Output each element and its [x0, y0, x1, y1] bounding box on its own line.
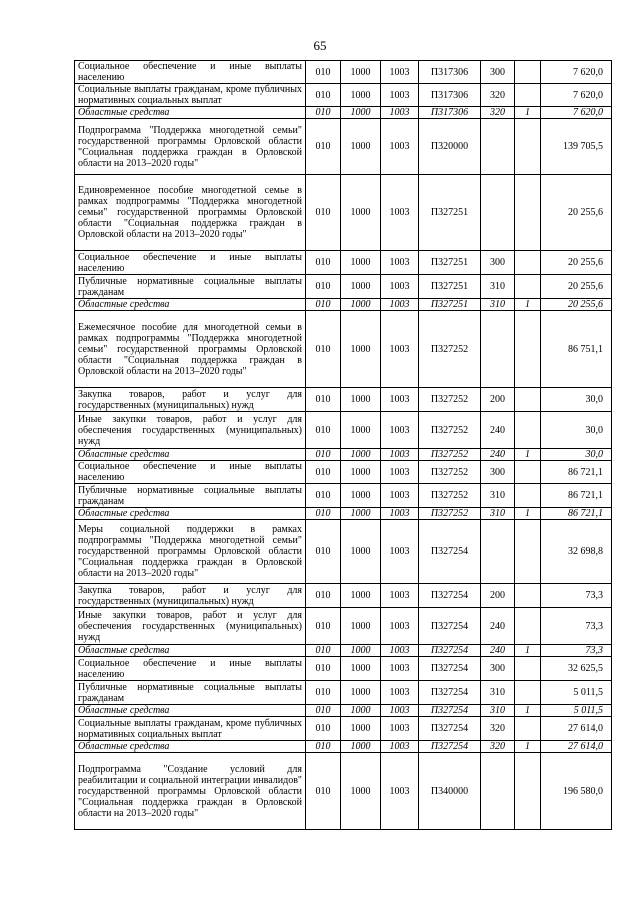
ministry-code-cell: 010 — [306, 717, 341, 741]
section-code-cell: 1000 — [341, 311, 381, 388]
funding-source-cell — [515, 84, 541, 107]
target-article-cell: П327254 — [419, 705, 481, 717]
section-code-cell: 1000 — [341, 484, 381, 508]
expense-type-cell: 310 — [481, 681, 515, 705]
row-name-cell: Ежемесячное пособие для многодетной семьи в рамках подпрограммы "Поддержка многодетной семьи" государственной программы Орловской области "Социальная поддержка граждан в Орловской области на 2013–2020 годы" — [75, 311, 306, 388]
amount-cell: 30,0 — [541, 412, 612, 449]
subsection-code-cell: 1003 — [381, 717, 419, 741]
row-name-cell: Социальные выплаты гражданам, кроме публичных нормативных социальных выплат — [75, 717, 306, 741]
target-article-cell: П327254 — [419, 741, 481, 753]
row-name-cell: Областные средства — [75, 741, 306, 753]
subsection-code-cell: 1003 — [381, 175, 419, 251]
ministry-code-cell: 010 — [306, 608, 341, 645]
target-article-cell: П317306 — [419, 107, 481, 119]
row-name-cell: Иные закупки товаров, работ и услуг для обеспечения государственных (муниципальных) нужд — [75, 608, 306, 645]
amount-cell: 86 751,1 — [541, 311, 612, 388]
table-row — [75, 275, 612, 299]
row-name-cell: Областные средства — [75, 299, 306, 311]
table-row — [75, 299, 612, 311]
subsection-code-cell: 1003 — [381, 299, 419, 311]
amount-cell: 27 614,0 — [541, 741, 612, 753]
amount-cell: 86 721,1 — [541, 484, 612, 508]
section-code-cell: 1000 — [341, 681, 381, 705]
ministry-code-cell: 010 — [306, 461, 341, 484]
table-row — [75, 657, 612, 681]
ministry-code-cell: 010 — [306, 705, 341, 717]
section-code-cell: 1000 — [341, 705, 381, 717]
expense-type-cell: 320 — [481, 717, 515, 741]
target-article-cell: П327254 — [419, 681, 481, 705]
amount-cell: 20 255,6 — [541, 175, 612, 251]
row-name-cell: Областные средства — [75, 107, 306, 119]
amount-cell: 139 705,5 — [541, 119, 612, 175]
table-row — [75, 107, 612, 119]
target-article-cell: П327254 — [419, 520, 481, 584]
target-article-cell: П327252 — [419, 449, 481, 461]
table-row — [75, 461, 612, 484]
amount-cell: 32 625,5 — [541, 657, 612, 681]
amount-cell: 73,3 — [541, 608, 612, 645]
amount-cell: 7 620,0 — [541, 84, 612, 107]
funding-source-cell — [515, 484, 541, 508]
subsection-code-cell: 1003 — [381, 388, 419, 412]
table-row — [75, 449, 612, 461]
ministry-code-cell: 010 — [306, 388, 341, 412]
section-code-cell: 1000 — [341, 412, 381, 449]
table-row — [75, 484, 612, 508]
section-code-cell: 1000 — [341, 251, 381, 275]
section-code-cell: 1000 — [341, 608, 381, 645]
table-row — [75, 251, 612, 275]
subsection-code-cell: 1003 — [381, 753, 419, 830]
subsection-code-cell: 1003 — [381, 681, 419, 705]
subsection-code-cell: 1003 — [381, 657, 419, 681]
expense-type-cell: 300 — [481, 61, 515, 84]
row-name-cell: Публичные нормативные социальные выплаты гражданам — [75, 275, 306, 299]
funding-source-cell — [515, 61, 541, 84]
row-name-cell: Иные закупки товаров, работ и услуг для обеспечения государственных (муниципальных) нужд — [75, 412, 306, 449]
table-row — [75, 61, 612, 84]
table-row — [75, 84, 612, 107]
table-row — [75, 311, 612, 388]
funding-source-cell — [515, 681, 541, 705]
amount-cell: 30,0 — [541, 449, 612, 461]
target-article-cell: П327252 — [419, 508, 481, 520]
row-name-cell: Областные средства — [75, 449, 306, 461]
ministry-code-cell: 010 — [306, 508, 341, 520]
subsection-code-cell: 1003 — [381, 84, 419, 107]
target-article-cell: П327254 — [419, 608, 481, 645]
funding-source-cell: 1 — [515, 299, 541, 311]
funding-source-cell: 1 — [515, 449, 541, 461]
row-name-cell: Областные средства — [75, 705, 306, 717]
ministry-code-cell: 010 — [306, 584, 341, 608]
funding-source-cell: 1 — [515, 645, 541, 657]
row-name-cell: Подпрограмма "Поддержка многодетной семьи" государственной программы Орловской области "Социальная поддержка граждан в Орловской области на 2013–2020 годы" — [75, 119, 306, 175]
section-code-cell: 1000 — [341, 61, 381, 84]
ministry-code-cell: 010 — [306, 484, 341, 508]
ministry-code-cell: 010 — [306, 681, 341, 705]
amount-cell: 73,3 — [541, 584, 612, 608]
subsection-code-cell: 1003 — [381, 645, 419, 657]
table-row — [75, 681, 612, 705]
row-name-cell: Социальное обеспечение и иные выплаты населению — [75, 251, 306, 275]
funding-source-cell — [515, 388, 541, 412]
expense-type-cell — [481, 520, 515, 584]
subsection-code-cell: 1003 — [381, 741, 419, 753]
funding-source-cell — [515, 175, 541, 251]
funding-source-cell — [515, 119, 541, 175]
ministry-code-cell: 010 — [306, 520, 341, 584]
ministry-code-cell: 010 — [306, 412, 341, 449]
row-name-cell: Социальное обеспечение и иные выплаты населению — [75, 61, 306, 84]
funding-source-cell — [515, 251, 541, 275]
row-name-cell: Областные средства — [75, 508, 306, 520]
amount-cell: 196 580,0 — [541, 753, 612, 830]
funding-source-cell — [515, 717, 541, 741]
row-name-cell: Меры социальной поддержки в рамках подпрограммы "Поддержка многодетной семьи" государственной программы Орловской области "Социальная поддержка граждан в Орловской области на 2013–2020 годы" — [75, 520, 306, 584]
table-row — [75, 584, 612, 608]
ministry-code-cell: 010 — [306, 119, 341, 175]
subsection-code-cell: 1003 — [381, 584, 419, 608]
budget-table — [74, 60, 612, 830]
expense-type-cell — [481, 119, 515, 175]
section-code-cell: 1000 — [341, 107, 381, 119]
target-article-cell: П320000 — [419, 119, 481, 175]
ministry-code-cell: 010 — [306, 251, 341, 275]
subsection-code-cell: 1003 — [381, 608, 419, 645]
subsection-code-cell: 1003 — [381, 251, 419, 275]
target-article-cell: П327252 — [419, 484, 481, 508]
table-row — [75, 119, 612, 175]
subsection-code-cell: 1003 — [381, 119, 419, 175]
expense-type-cell: 300 — [481, 461, 515, 484]
target-article-cell: П327252 — [419, 412, 481, 449]
ministry-code-cell: 010 — [306, 299, 341, 311]
ministry-code-cell: 010 — [306, 275, 341, 299]
ministry-code-cell: 010 — [306, 657, 341, 681]
subsection-code-cell: 1003 — [381, 311, 419, 388]
table-row — [75, 705, 612, 717]
subsection-code-cell: 1003 — [381, 275, 419, 299]
table-row — [75, 175, 612, 251]
funding-source-cell — [515, 520, 541, 584]
expense-type-cell: 310 — [481, 484, 515, 508]
expense-type-cell: 240 — [481, 412, 515, 449]
amount-cell: 86 721,1 — [541, 508, 612, 520]
section-code-cell: 1000 — [341, 299, 381, 311]
funding-source-cell — [515, 461, 541, 484]
amount-cell: 20 255,6 — [541, 251, 612, 275]
funding-source-cell: 1 — [515, 107, 541, 119]
expense-type-cell: 320 — [481, 107, 515, 119]
page-number: 65 — [313, 38, 327, 53]
amount-cell: 30,0 — [541, 388, 612, 412]
expense-type-cell: 320 — [481, 741, 515, 753]
funding-source-cell: 1 — [515, 705, 541, 717]
row-name-cell: Закупка товаров, работ и услуг для государственных (муниципальных) нужд — [75, 388, 306, 412]
subsection-code-cell: 1003 — [381, 705, 419, 717]
section-code-cell: 1000 — [341, 520, 381, 584]
section-code-cell: 1000 — [341, 84, 381, 107]
expense-type-cell: 310 — [481, 275, 515, 299]
amount-cell: 5 011,5 — [541, 681, 612, 705]
funding-source-cell: 1 — [515, 508, 541, 520]
funding-source-cell — [515, 412, 541, 449]
amount-cell: 7 620,0 — [541, 107, 612, 119]
row-name-cell: Публичные нормативные социальные выплаты гражданам — [75, 484, 306, 508]
row-name-cell: Публичные нормативные социальные выплаты гражданам — [75, 681, 306, 705]
expense-type-cell: 310 — [481, 508, 515, 520]
expense-type-cell: 240 — [481, 645, 515, 657]
section-code-cell: 1000 — [341, 753, 381, 830]
funding-source-cell — [515, 275, 541, 299]
section-code-cell: 1000 — [341, 657, 381, 681]
target-article-cell: П327254 — [419, 717, 481, 741]
target-article-cell: П317306 — [419, 84, 481, 107]
subsection-code-cell: 1003 — [381, 520, 419, 584]
funding-source-cell — [515, 753, 541, 830]
expense-type-cell — [481, 311, 515, 388]
table-row — [75, 608, 612, 645]
expense-type-cell: 300 — [481, 657, 515, 681]
target-article-cell: П327251 — [419, 275, 481, 299]
subsection-code-cell: 1003 — [381, 449, 419, 461]
table-row — [75, 645, 612, 657]
row-name-cell: Социальное обеспечение и иные выплаты населению — [75, 461, 306, 484]
ministry-code-cell: 010 — [306, 84, 341, 107]
expense-type-cell: 240 — [481, 608, 515, 645]
subsection-code-cell: 1003 — [381, 484, 419, 508]
section-code-cell: 1000 — [341, 461, 381, 484]
target-article-cell: П327252 — [419, 388, 481, 412]
expense-type-cell: 300 — [481, 251, 515, 275]
expense-type-cell: 320 — [481, 84, 515, 107]
row-name-cell: Областные средства — [75, 645, 306, 657]
expense-type-cell: 200 — [481, 388, 515, 412]
section-code-cell: 1000 — [341, 508, 381, 520]
section-code-cell: 1000 — [341, 275, 381, 299]
table-row — [75, 741, 612, 753]
subsection-code-cell: 1003 — [381, 412, 419, 449]
target-article-cell: П327251 — [419, 175, 481, 251]
target-article-cell: П327252 — [419, 461, 481, 484]
expense-type-cell — [481, 753, 515, 830]
section-code-cell: 1000 — [341, 119, 381, 175]
target-article-cell: П340000 — [419, 753, 481, 830]
amount-cell: 5 011,5 — [541, 705, 612, 717]
table-row — [75, 717, 612, 741]
subsection-code-cell: 1003 — [381, 508, 419, 520]
ministry-code-cell: 010 — [306, 741, 341, 753]
expense-type-cell: 200 — [481, 584, 515, 608]
section-code-cell: 1000 — [341, 741, 381, 753]
table-row — [75, 520, 612, 584]
ministry-code-cell: 010 — [306, 107, 341, 119]
section-code-cell: 1000 — [341, 388, 381, 412]
target-article-cell: П327252 — [419, 311, 481, 388]
ministry-code-cell: 010 — [306, 645, 341, 657]
ministry-code-cell: 010 — [306, 175, 341, 251]
funding-source-cell: 1 — [515, 741, 541, 753]
expense-type-cell: 310 — [481, 705, 515, 717]
target-article-cell: П327254 — [419, 645, 481, 657]
target-article-cell: П327251 — [419, 299, 481, 311]
section-code-cell: 1000 — [341, 175, 381, 251]
table-row — [75, 388, 612, 412]
target-article-cell: П327251 — [419, 251, 481, 275]
table-row — [75, 412, 612, 449]
section-code-cell: 1000 — [341, 449, 381, 461]
amount-cell: 73,3 — [541, 645, 612, 657]
funding-source-cell — [515, 608, 541, 645]
row-name-cell: Социальное обеспечение и иные выплаты населению — [75, 657, 306, 681]
subsection-code-cell: 1003 — [381, 461, 419, 484]
amount-cell: 20 255,6 — [541, 275, 612, 299]
amount-cell: 86 721,1 — [541, 461, 612, 484]
target-article-cell: П327254 — [419, 584, 481, 608]
expense-type-cell — [481, 175, 515, 251]
ministry-code-cell: 010 — [306, 449, 341, 461]
section-code-cell: 1000 — [341, 645, 381, 657]
amount-cell: 7 620,0 — [541, 61, 612, 84]
table-row — [75, 753, 612, 830]
target-article-cell: П327254 — [419, 657, 481, 681]
amount-cell: 27 614,0 — [541, 717, 612, 741]
expense-type-cell: 240 — [481, 449, 515, 461]
subsection-code-cell: 1003 — [381, 107, 419, 119]
row-name-cell: Подпрограмма "Создание условий для реабилитации и социальной интеграции инвалидов" государственной программы Орловской области "Социальная поддержка граждан в Орловской области на 2013–2020 годы" — [75, 753, 306, 830]
ministry-code-cell: 010 — [306, 753, 341, 830]
amount-cell: 20 255,6 — [541, 299, 612, 311]
budget-table-body — [75, 61, 612, 830]
row-name-cell: Социальные выплаты гражданам, кроме публичных нормативных социальных выплат — [75, 84, 306, 107]
row-name-cell: Единовременное пособие многодетной семье в рамках подпрограммы "Поддержка многодетной семьи" государственной программы Орловской области "Социальная поддержка граждан в Орловской области на 2013–2020 годы" — [75, 175, 306, 251]
section-code-cell: 1000 — [341, 584, 381, 608]
ministry-code-cell: 010 — [306, 311, 341, 388]
funding-source-cell — [515, 657, 541, 681]
subsection-code-cell: 1003 — [381, 61, 419, 84]
section-code-cell: 1000 — [341, 717, 381, 741]
row-name-cell: Закупка товаров, работ и услуг для государственных (муниципальных) нужд — [75, 584, 306, 608]
ministry-code-cell: 010 — [306, 61, 341, 84]
table-row — [75, 508, 612, 520]
funding-source-cell — [515, 584, 541, 608]
funding-source-cell — [515, 311, 541, 388]
amount-cell: 32 698,8 — [541, 520, 612, 584]
target-article-cell: П317306 — [419, 61, 481, 84]
expense-type-cell: 310 — [481, 299, 515, 311]
